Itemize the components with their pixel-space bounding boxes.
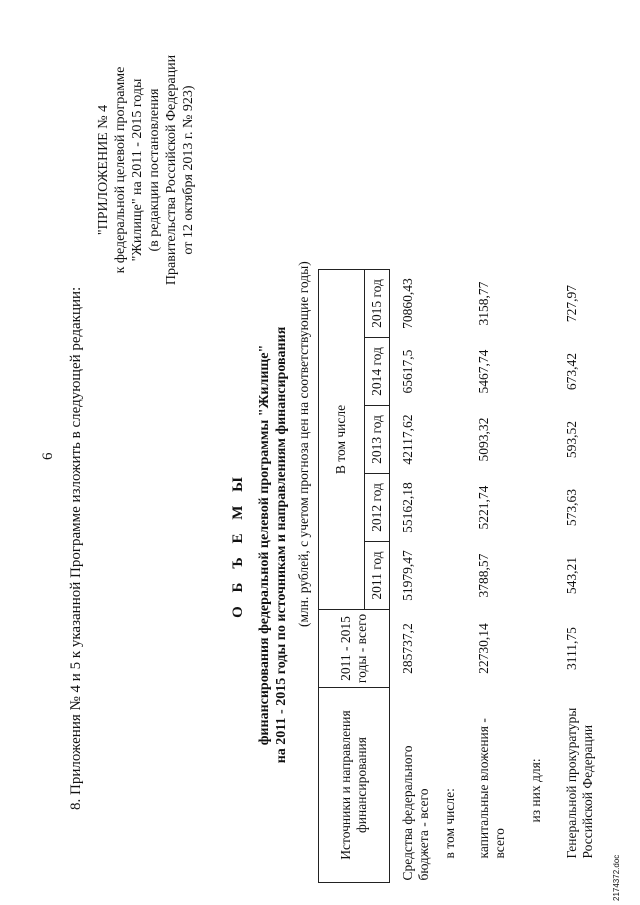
appendix-header [95, 35, 197, 305]
row-label: из них для: [528, 758, 543, 823]
title-block [228, 305, 290, 785]
appendix-line: (в редакции постановления [147, 88, 162, 252]
row-value: 573,63 [564, 488, 579, 527]
row-value: 70860,43 [400, 278, 415, 329]
row-value: 55162,18 [400, 482, 415, 533]
appendix-line: к федеральной целевой программе [113, 66, 128, 274]
row-value [518, 474, 554, 542]
header-year: 2014 год [364, 338, 389, 406]
document-subtitle [256, 305, 290, 785]
row-total [518, 610, 554, 688]
row-value [432, 270, 466, 338]
row-value: 65617,5 [400, 349, 415, 394]
header-including: В том числе [319, 270, 365, 610]
table-row [390, 270, 433, 883]
row-value [432, 406, 466, 474]
units-note: (млн. рублей, с учетом прогноза цен на соответствующие годы) [296, 261, 311, 627]
row-value: 51979,47 [400, 550, 415, 601]
row-value [518, 542, 554, 610]
header-year: 2012 год [364, 474, 389, 542]
row-value [518, 406, 554, 474]
table-header-row [319, 270, 365, 883]
row-value: 5221,74 [476, 485, 491, 530]
row-label: Генеральной прокуратуры Российской Федерации [564, 707, 595, 859]
row-value [432, 474, 466, 542]
document-title: О Б Ъ Е М Ы [230, 472, 246, 618]
row-value: 5093,32 [476, 417, 491, 462]
header-year: 2013 год [364, 406, 389, 474]
table-row [466, 270, 518, 883]
row-value [518, 270, 554, 338]
table-row [554, 270, 612, 883]
appendix-line: "Жилище" на 2011 - 2015 годы [130, 78, 145, 262]
row-value [432, 542, 466, 610]
row-value: 5467,74 [476, 349, 491, 394]
row-label: Средства федерального бюджета - всего [400, 745, 431, 881]
appendix-line: от 12 октября 2013 г. № 923) [181, 85, 196, 255]
row-value: 543,21 [564, 556, 579, 595]
row-value: 42117,62 [400, 414, 415, 465]
row-label: капитальные вложения - всего [476, 718, 507, 859]
page-number: 6 [40, 452, 56, 460]
header-total-line1: 2011 - 2015 [338, 616, 353, 681]
appendix-line: Правительства Российской Федерации [164, 54, 179, 286]
row-value: 3158,77 [476, 281, 491, 326]
financing-table [318, 269, 612, 883]
appendix-line: "ПРИЛОЖЕНИЕ № 4 [96, 104, 111, 236]
row-value: 593,52 [564, 420, 579, 459]
subtitle-line: финансирования федеральной целевой программы "Жилище" [257, 344, 272, 746]
row-value: 673,42 [564, 352, 579, 391]
row-value: 3788,57 [476, 553, 491, 598]
table-row [432, 270, 466, 883]
footer-doc-code: 2174372.doc [612, 854, 621, 901]
row-value [518, 338, 554, 406]
header-source: Источники и направления финансирования [319, 688, 390, 883]
subtitle-line: на 2011 - 2015 годы по источникам и направлениям финансирования [274, 326, 289, 764]
row-total: 285737,2 [400, 623, 415, 674]
header-total-line2: годы - всего [354, 613, 369, 684]
row-value [432, 338, 466, 406]
row-total [432, 610, 466, 688]
row-value: 727,97 [564, 284, 579, 323]
header-total [319, 610, 390, 688]
header-year: 2015 год [364, 270, 389, 338]
header-year: 2011 год [364, 542, 389, 610]
intro-paragraph: 8. Приложения № 4 и 5 к указанной Программе изложить в следующей редакции: [68, 286, 84, 810]
row-label: в том числе: [442, 788, 457, 859]
row-total: 3111,75 [564, 627, 579, 670]
row-total: 22730,14 [476, 623, 491, 674]
table-row [518, 270, 554, 883]
